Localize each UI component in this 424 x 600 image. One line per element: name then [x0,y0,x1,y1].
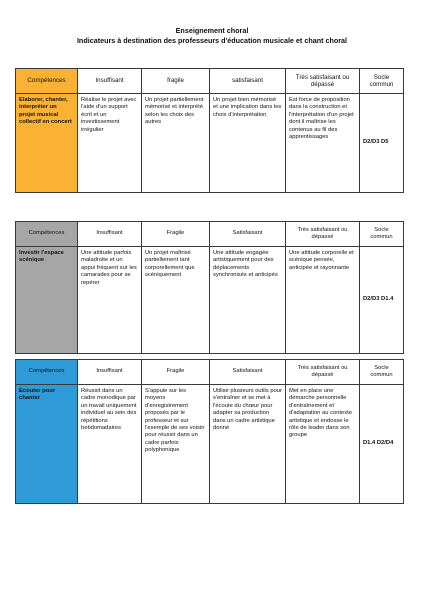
header-insuffisant: Insuffisant [78,222,142,247]
satisfaisant-cell: Une attitude engagée artistiquement pour des déplacements synchronisés et anticipés [210,247,286,354]
header-satisfaisant: satisfaisant [210,69,286,94]
table-row [16,94,404,193]
socle-cell: D2/D3 D1.4 [360,247,404,354]
header-satisfaisant: Satisfaisant [210,360,286,385]
document-header [0,26,424,46]
satisfaisant-cell: Un projet bien mémorisé et une implication dans les choix d'interprétation [210,94,286,193]
header-competences: Compétences [16,69,78,94]
tres-satisfaisant-cell: Une attitude corporelle et scénique pensée, anticipée et rayonnante [286,247,360,354]
fragile-cell: Un projet maîtrisé partiellement tant corporellement que scéniquement [142,247,210,354]
header-competences: Compétences [16,360,78,385]
fragile-cell: Un projet partiellement mémorisé et interprété selon les choix des autres [142,94,210,193]
header-socle: Socle commun [360,360,404,385]
document-title: Enseignement choral [175,26,249,35]
header-tres-satisfaisant: Très satisfaisant ou dépassé [286,222,360,247]
tres-satisfaisant-cell: Est force de proposition dans la construction et l'interprétation d'un projet dont il maîtrise les contenus au fil des apprentissages [286,94,360,193]
table-ecouter [15,359,404,504]
socle-cell: D2/D3 D5 [360,94,404,193]
header-socle: Socle commun [360,222,404,247]
header-fragile: Fragile [142,360,210,385]
fragile-cell: S'appuie sur les moyens d'enregistrement proposés par le professeur et sur l'exemple de ses voisin pour réussir dans un cadre parfois polyphonique [142,385,210,504]
table-row [16,247,404,354]
header-insuffisant: Insuffisant [78,360,142,385]
insuffisant-cell: Réussit dans un cadre monodique par un travail uniquement individuel au sein des répétitions hebdomadaires [78,385,142,504]
header-satisfaisant: Satisfaisant [210,222,286,247]
insuffisant-cell: Réalise le projet avec l'aide d'un support écrit et un investissement irrégulier [78,94,142,193]
satisfaisant-cell: Utilise plusieurs outils pour s'entraîner et se met à l'écoute du chœur pour adapter sa production dans un cadre artistique donné [210,385,286,504]
header-tres-satisfaisant: Très satisfaisant ou dépassé [286,69,360,94]
socle-cell: D1.4 D2/D4 [360,385,404,504]
insuffisant-cell: Une attitude parfois maladroite et un appui fréquent sur les camarades pour se repérer [78,247,142,354]
tres-satisfaisant-cell: Met en place une démarche personnelle d'entraînement et d'adaptation au contexte artistique et endosse le rôle de leader dans son groupe [286,385,360,504]
header-insuffisant: Insuffisant [78,69,142,94]
table-header-row [16,360,404,385]
table-investir [15,221,404,354]
competence-cell: Ecouter pour chanter [16,385,78,504]
header-tres-satisfaisant: Très satisfaisant ou dépassé [286,360,360,385]
competence-cell: Elaborer, chanter, interpréter un projet musical collectif en concert [16,94,78,193]
header-competences: Compétences [16,222,78,247]
header-socle: Socle commun [360,69,404,94]
table-header-row [16,69,404,94]
header-fragile: Fragile [142,222,210,247]
table-elaborer [15,68,404,193]
header-fragile: fragile [142,69,210,94]
document-subtitle: Indicateurs à destination des professeurs d'éducation musicale et chant choral [76,36,348,45]
table-row [16,385,404,504]
table-header-row [16,222,404,247]
competence-cell: Investir l'espace scénique [16,247,78,354]
